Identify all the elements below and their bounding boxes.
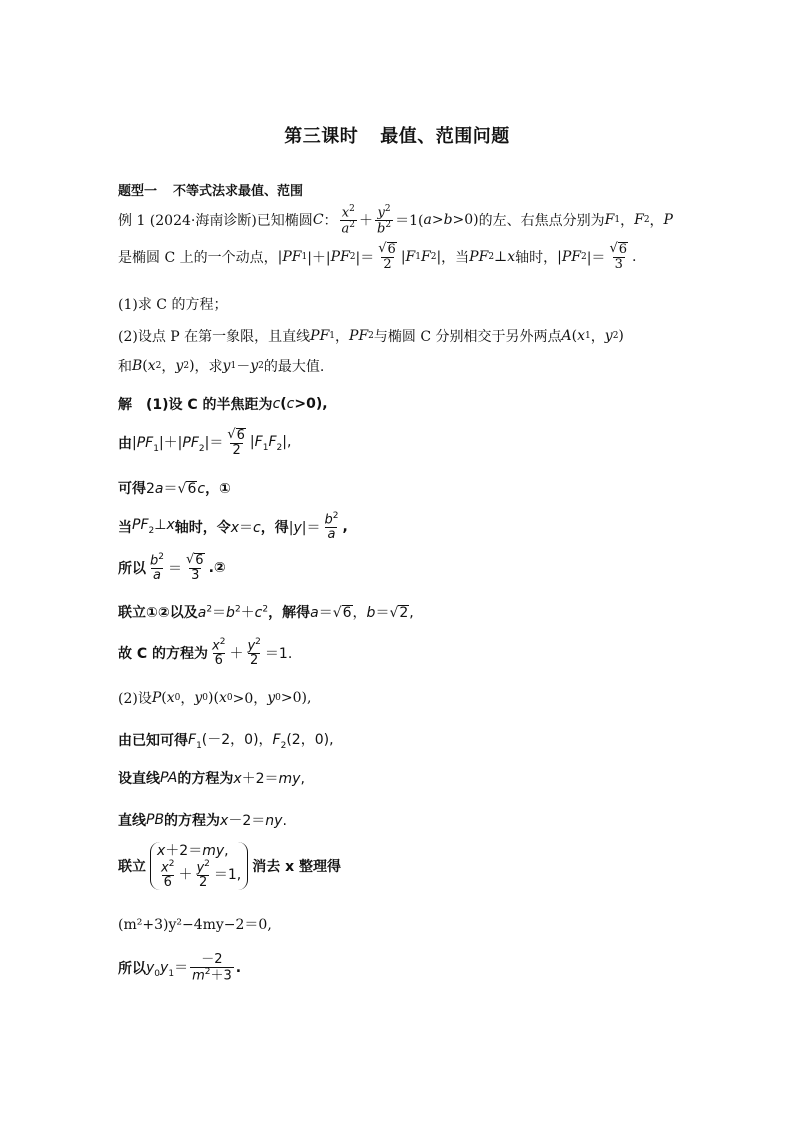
- solution-line-4: 当 $PF_2\perp x$ 轴时，令 x＝c ，得 |y|＝ $\frac{b^2}{a}$ ,: [118, 511, 348, 542]
- question-2-line-1: (2)设点 P 在第一象限，且直线 PF 1 ， PF 2 与椭圆 C 分别相交于另外两点 A ( x 1 ， y 2 ): [118, 328, 624, 345]
- problem-line-1: 例 1 (2024·海南诊断)已知椭圆 C ： $\frac{x^2}{a^2}$ ＋ $\frac{y^2}{b^2}$ ＝1( a > b >0) 的左、右焦点分别为 F 1 ， F 2 ， P: [118, 204, 673, 237]
- solution-line-2: 由 $|PF_1|+|PF_2|=$ √ 6 2 $|F_1F_2|$,: [118, 427, 292, 459]
- question-1: (1)求 C 的方程；: [118, 297, 228, 313]
- solution-line-6: 联立①②以及 $a^2=b^2+c^2$ ，解得 a＝√ 6 ，b＝√ 2 ,: [118, 604, 414, 621]
- solution-line-3: 可得 2a＝√ 6 c ，①: [118, 481, 231, 497]
- solution-line-5: 所以 $\frac{b^2}{a}$ ＝ √ 6 3 .②: [118, 552, 226, 584]
- equation-system: x ＋2＝ my , $\frac{x^2}{6}$ ＋ $\frac{y^2}{2}$ ＝1,: [150, 842, 248, 890]
- solution-line-13: (m²+3)y²−4my−2＝0,: [118, 917, 272, 933]
- section-heading: 题型一 不等式法求最值、范围: [118, 184, 304, 199]
- question-2-line-2: 和 B ( x 2 ， y 2 ) ，求 y 1 － y 2 的最大值.: [118, 358, 325, 375]
- fraction-x2-a2: $\frac{x^2}{a^2}$: [341, 204, 356, 237]
- solution-line-14: 所以 $y_0y_1=$ $\frac{-2}{m^2+3}$ .: [118, 952, 242, 983]
- solution-line-11: 直线 PB 的方程为 x－2＝ny.: [118, 812, 287, 829]
- solution-line-8: (2)设 P ( x 0 ， y 0 )( x 0 >0， y 0 >0),: [118, 690, 312, 707]
- solution-line-10: 设直线 PA 的方程为 x＋2＝my,: [118, 770, 305, 787]
- solution-line-9: 由已知可得 $F_1(-2$，0)，$F_2(2$，0),: [118, 732, 334, 751]
- page-title: 第三课时 最值、范围问题: [284, 126, 510, 147]
- fraction-y2-b2: $\frac{y^2}{b^2}$: [377, 204, 392, 237]
- solution-line-7: 故 C 的方程为 $\frac{x^2}{6}$ ＋ $\frac{y^2}{2}$ ＝1.: [118, 637, 293, 668]
- solution-line-1: 解 (1)设 C 的半焦距为 c ( c >0),: [118, 396, 328, 413]
- problem-line-2: 是椭圆 C 上的一个动点， | PF 1 |＋| PF 2 |＝ √ 6 2 | F 1 F 2 | ，当 PF 2 ⊥ x 轴时， | PF 2 |＝ √ 6 3 .: [118, 241, 637, 273]
- solution-line-12: 联立 x ＋2＝ my , $\frac{x^2}{6}$ ＋ $\frac{y^2}{2}$ ＝1, 消去 x 整理得: [118, 843, 342, 891]
